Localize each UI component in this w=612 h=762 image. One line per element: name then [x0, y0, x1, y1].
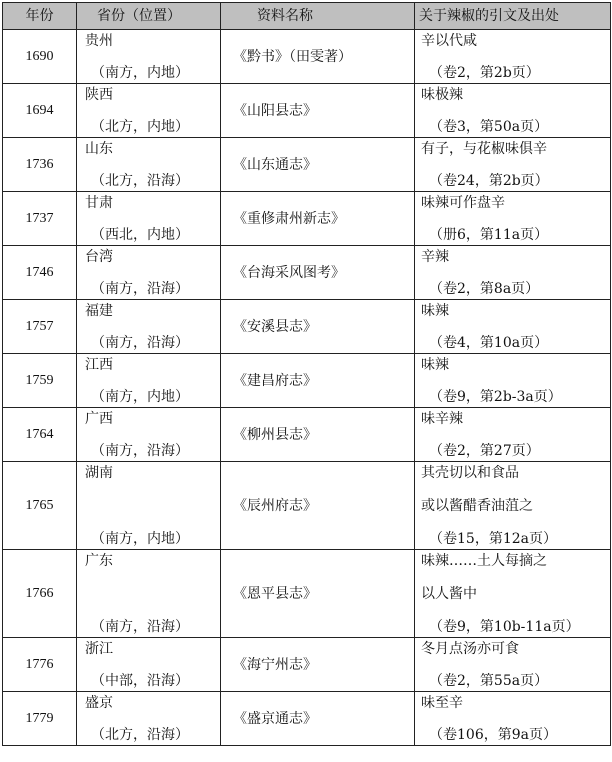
province-cell	[77, 246, 221, 300]
quote-cell	[415, 138, 611, 192]
quote-text: 冬月点汤亦可食	[421, 641, 519, 657]
quote-text: 味辣	[421, 357, 449, 373]
source-title: 《柳州县志》	[221, 408, 415, 462]
province-location: （北方，沿海）	[91, 173, 189, 189]
year-cell: 1766	[3, 550, 77, 638]
table-row	[3, 354, 611, 408]
quote-reference: （卷2，第8a页）	[429, 281, 540, 297]
province-cell	[77, 462, 221, 550]
quote-cell	[415, 408, 611, 462]
table-row	[3, 550, 611, 638]
province-location: （西北，内地）	[91, 227, 189, 243]
province-cell	[77, 408, 221, 462]
source-title: 《重修肃州新志》	[221, 192, 415, 246]
table-row	[3, 246, 611, 300]
province-name: 广东	[85, 553, 113, 569]
province-cell	[77, 138, 221, 192]
source-title: 《建昌府志》	[221, 354, 415, 408]
province-name: 湖南	[85, 465, 113, 481]
province-name: 浙江	[85, 641, 113, 657]
source-title: 《恩平县志》	[221, 550, 415, 638]
province-location: （中部，沿海）	[91, 673, 189, 689]
province-name: 福建	[85, 303, 113, 319]
header-year: 年份	[3, 3, 77, 30]
province-name: 江西	[85, 357, 113, 373]
province-cell	[77, 300, 221, 354]
quote-cell	[415, 84, 611, 138]
quote-cell	[415, 550, 611, 638]
quote-text: 味辣……土人每摘之	[421, 553, 547, 569]
quote-cell	[415, 246, 611, 300]
province-name: 陕西	[85, 87, 113, 103]
quote-text: 以人酱中	[421, 586, 477, 602]
source-title: 《辰州府志》	[221, 462, 415, 550]
table-row	[3, 692, 611, 746]
table-row	[3, 638, 611, 692]
table-row	[3, 462, 611, 550]
province-name: 贵州	[85, 33, 113, 49]
quote-cell	[415, 354, 611, 408]
province-location: （南方，沿海）	[91, 281, 189, 297]
province-name: 台湾	[85, 249, 113, 265]
quote-cell	[415, 638, 611, 692]
province-cell	[77, 192, 221, 246]
quote-reference: （卷9，第10b-11a页）	[429, 619, 580, 635]
table-body	[3, 30, 611, 746]
quote-text: 辛以代咸	[421, 33, 477, 49]
quote-reference: （卷9，第2b-3a页）	[429, 389, 562, 405]
province-name: 山东	[85, 141, 113, 157]
year-cell: 1779	[3, 692, 77, 746]
year-cell: 1764	[3, 408, 77, 462]
quote-text: 味辣	[421, 303, 449, 319]
year-cell: 1776	[3, 638, 77, 692]
province-cell	[77, 30, 221, 84]
quote-reference: （卷4，第10a页）	[429, 335, 549, 351]
year-cell: 1759	[3, 354, 77, 408]
province-cell	[77, 638, 221, 692]
source-title: 《安溪县志》	[221, 300, 415, 354]
year-cell: 1690	[3, 30, 77, 84]
header-quote: 关于辣椒的引文及出处	[415, 3, 611, 30]
quote-text: 或以酱醋香油菹之	[421, 498, 533, 514]
province-cell	[77, 550, 221, 638]
quote-reference: （卷24，第2b页）	[429, 173, 549, 189]
province-location: （北方，沿海）	[91, 727, 189, 743]
year-cell: 1694	[3, 84, 77, 138]
quote-reference: （卷15，第12a页）	[429, 531, 557, 547]
province-cell	[77, 354, 221, 408]
source-title: 《山阳县志》	[221, 84, 415, 138]
quote-cell	[415, 692, 611, 746]
province-name: 盛京	[85, 695, 113, 711]
province-cell	[77, 84, 221, 138]
year-cell: 1746	[3, 246, 77, 300]
source-title: 《盛京通志》	[221, 692, 415, 746]
province-location: （南方，沿海）	[91, 443, 189, 459]
source-title: 《台海采风图考》	[221, 246, 415, 300]
source-title: 《山东通志》	[221, 138, 415, 192]
table-row	[3, 30, 611, 84]
quote-reference: （卷3，第50a页）	[429, 119, 549, 135]
year-cell: 1736	[3, 138, 77, 192]
quote-text: 味至辛	[421, 695, 463, 711]
header-province: 省份（位置）	[77, 3, 221, 30]
year-cell: 1765	[3, 462, 77, 550]
table-row	[3, 408, 611, 462]
province-location: （南方，内地）	[91, 65, 189, 81]
province-location: （南方，内地）	[91, 389, 189, 405]
province-cell	[77, 692, 221, 746]
quote-cell	[415, 192, 611, 246]
quote-text: 辛辣	[421, 249, 449, 265]
header-source: 资料名称	[221, 3, 415, 30]
quote-cell	[415, 30, 611, 84]
province-name: 广西	[85, 411, 113, 427]
quote-cell	[415, 462, 611, 550]
quote-text: 味极辣	[421, 87, 463, 103]
quote-reference: （卷2，第2b页）	[429, 65, 540, 81]
quote-cell	[415, 300, 611, 354]
year-cell: 1737	[3, 192, 77, 246]
province-location: （北方，内地）	[91, 119, 189, 135]
province-location: （南方，沿海）	[91, 335, 189, 351]
province-location: （南方，沿海）	[91, 619, 189, 635]
source-title: 《黔书》（田雯著）	[221, 30, 415, 84]
quote-text: 有子，与花椒味俱辛	[421, 141, 547, 157]
quote-text: 味辣可作盘辛	[421, 195, 505, 211]
table-row	[3, 84, 611, 138]
table-row	[3, 300, 611, 354]
year-cell: 1757	[3, 300, 77, 354]
quote-text: 其壳切以和食品	[421, 465, 519, 481]
table-header-row	[3, 3, 611, 30]
table-row	[3, 192, 611, 246]
quote-text: 味辛辣	[421, 411, 463, 427]
quote-reference: （卷2，第55a页）	[429, 673, 549, 689]
quote-reference: （卷106，第9a页）	[429, 727, 557, 743]
quote-reference: （册6，第11a页）	[429, 227, 549, 243]
quote-reference: （卷2，第27页）	[429, 443, 540, 459]
province-name: 甘肃	[85, 195, 113, 211]
source-title: 《海宁州志》	[221, 638, 415, 692]
table-row	[3, 138, 611, 192]
province-location: （南方，内地）	[91, 531, 189, 547]
chili-records-table	[2, 2, 611, 746]
